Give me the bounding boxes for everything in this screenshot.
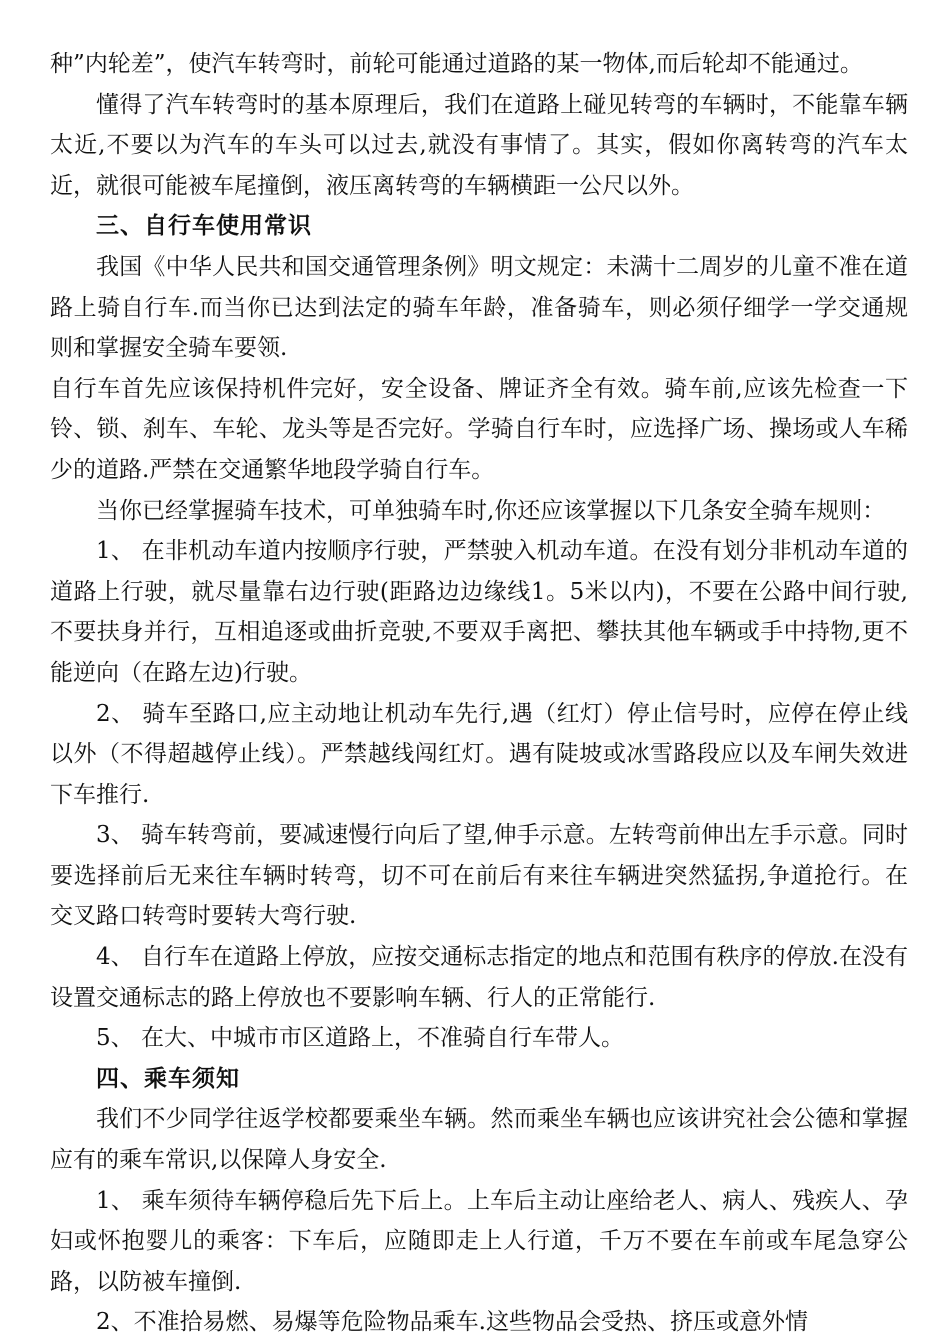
- paragraph-passenger-intro: 我们不少同学往返学校都要乘坐车辆。然而乘坐车辆也应该讲究社会公德和掌握应有的乘车常识,以保障人身安全.: [50, 1106, 908, 1174]
- paragraph-bicycle-condition: 自行车首先应该保持机件完好，安全设备、牌证齐全有效。骑车前,应该先检查一下铃、锁、刹车、车轮、龙头等是否完好。学骑自行车时，应选择广场、操场或人车稀少的道路.严禁在交通繁华地段学骑自行车。: [50, 375, 908, 483]
- section-heading-passenger: 四、乘车须知: [96, 1065, 240, 1092]
- riding-rule-2: 2、 骑车至路口,应主动地让机动车先行,遇（红灯）停止信号时，应停在停止线以外（不得超越停止线）。严禁越线闯红灯。遇有陡坡或冰雪路段应以及车闸失效进下车推行.: [50, 700, 908, 808]
- riding-rule-5: 5、 在大、中城市市区道路上，不准骑自行车带人。: [96, 1025, 624, 1052]
- riding-rule-4: 4、 自行车在道路上停放，应按交通标志指定的地点和范围有秩序的停放.在没有设置交通标志的路上停放也不要影响车辆、行人的正常能行.: [50, 944, 908, 1011]
- paragraph-continuation: 种”内轮差”，使汽车转弯时，前轮可能通过道路的某一物体,而后轮却不能通过。: [50, 51, 863, 77]
- passenger-rule-2: 2、不准拾易燃、易爆等危险物品乘车.这些物品会受热、挤压或意外情: [96, 1309, 808, 1336]
- riding-rule-3: 3、 骑车转弯前，要减速慢行向后了望,伸手示意。左转弯前伸出左手示意。同时要选择前后无来往车辆时转弯，切不可在前后有来往车辆进突然猛拐,争道抢行。在交叉路口转弯时要转大弯行驶.: [50, 822, 908, 930]
- riding-rule-1: 1、 在非机动车道内按顺序行驶，严禁驶入机动车道。在没有划分非机动车道的道路上行驶，就尽量靠右边行驶(距路边边缘线1。5米以内)，不要在公路中间行驶,不要扶身并行，互相追逐或曲折竞驶,不要双手离把、攀扶其他车辆或手中持物,更不能逆向（在路左边)行驶。: [50, 538, 908, 686]
- document-page: [50, 44, 908, 1343]
- section-heading-bicycle: 三、自行车使用常识: [96, 213, 312, 240]
- paragraph-bicycle-regulation: 我国《中华人民共和国交通管理条例》明文规定：未满十二周岁的儿童不准在道路上骑自行车.而当你已达到法定的骑车年龄，准备骑车，则必须仔细学一学交通规则和掌握安全骑车要领.: [50, 253, 908, 362]
- paragraph-riding-rules-intro: 当你已经掌握骑车技术，可单独骑车时,你还应该掌握以下几条安全骑车规则：: [96, 497, 886, 524]
- passenger-rule-1: 1、 乘车须待车辆停稳后先下后上。上车后主动让座给老人、病人、残疾人、孕妇或怀抱婴儿的乘客：下车后，应随即走上人行道，千万不要在车前或车尾急穿公路，以防被车撞倒.: [50, 1187, 908, 1295]
- paragraph-turning-principle: 懂得了汽车转弯时的基本原理后，我们在道路上碰见转弯的车辆时，不能靠车辆太近,不要以为汽车的车头可以过去,就没有事情了。其实，假如你离转弯的汽车太近，就很可能被车尾撞倒，液压离转弯的车辆横距一公尺以外。: [50, 91, 908, 199]
